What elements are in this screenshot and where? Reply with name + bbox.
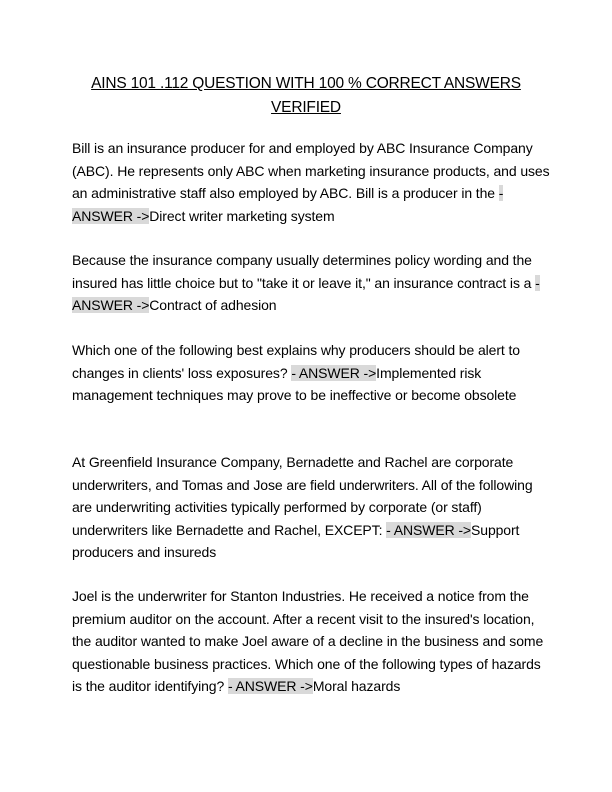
title-line-2: VERIFIED xyxy=(271,99,341,116)
qa-item-4 xyxy=(72,451,550,564)
question-text: Because the insurance company usually determines policy wording and the insured has little choice but to "take it or leave it," an insurance contract is a xyxy=(72,252,536,291)
qa-item-5 xyxy=(72,585,550,698)
answer-tag: - ANSWER -> xyxy=(227,678,313,694)
title-line-1: AINS 101 .112 QUESTION WITH 100 % CORRECT ANSWERS xyxy=(91,75,521,92)
qa-item-2 xyxy=(72,249,550,317)
question-text: Bill is an insurance producer for and employed by ABC Insurance Company (ABC). He represents only ABC when marketing insurance products, and uses an administrative staff also employed by ABC. Bill is a producer in the xyxy=(72,140,550,201)
answer-tag: - ANSWER -> xyxy=(72,185,504,224)
question-text: At Greenfield Insurance Company, Bernadette and Rachel are corporate underwriters, and Tomas and Jose are field underwriters. All of the following are underwriting activities typically performed by corporate (or staff) underwriters like Bernadette and Rachel, EXCEPT: xyxy=(72,454,533,538)
answer-text: Moral hazards xyxy=(312,678,401,694)
answer-text: Implemented risk management techniques may prove to be ineffective or become obsolete xyxy=(72,364,517,403)
document-title xyxy=(60,72,552,120)
qa-item-1 xyxy=(72,137,550,227)
answer-tag: - ANSWER -> xyxy=(291,364,377,381)
answer-text: Contract of adhesion xyxy=(149,297,277,313)
answer-text: Support producers and insureds xyxy=(72,521,520,560)
question-text: Joel is the underwriter for Stanton Industries. He received a notice from the premium auditor on the account. After a recent visit to the insured's location, the auditor wanted to make Joel aware of a decline in the business and some questionable business practices. Which one of the following types of hazards is the auditor identifying? xyxy=(72,588,544,694)
answer-tag: - ANSWER -> xyxy=(72,274,540,313)
answer-text: Direct writer marketing system xyxy=(149,207,335,224)
question-text: Which one of the following best explains why producers should be alert to changes in clients' loss exposures? xyxy=(72,342,520,381)
answer-tag: - ANSWER -> xyxy=(386,521,472,538)
qa-item-3 xyxy=(72,339,550,407)
